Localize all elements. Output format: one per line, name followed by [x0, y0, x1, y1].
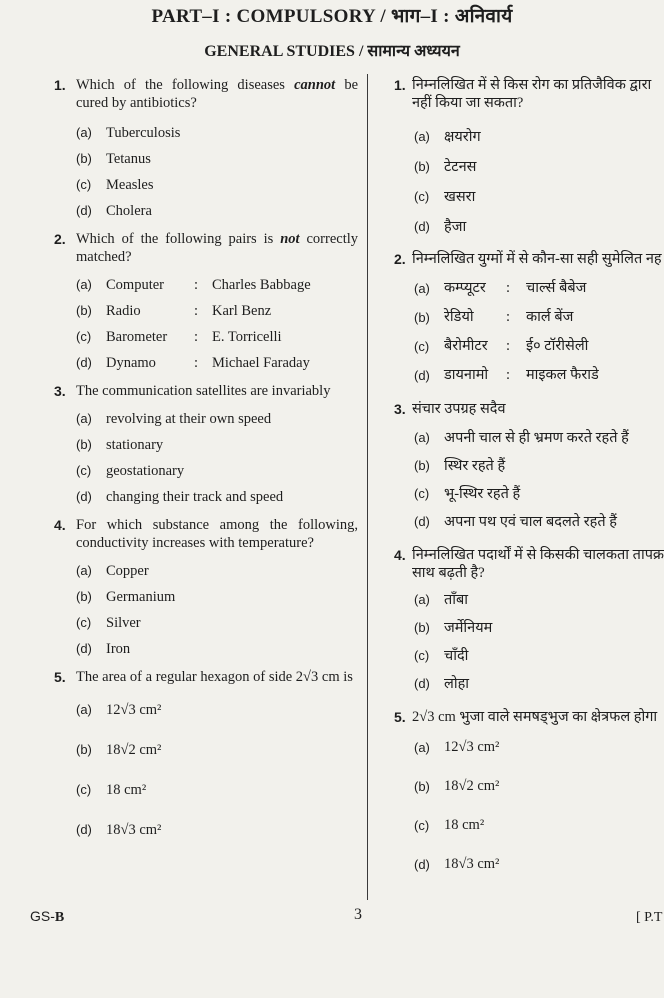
option-text: Dynamo	[106, 355, 156, 371]
option-letter: (a)	[76, 563, 92, 578]
option-value: ई० टॉरीसेली	[526, 338, 589, 354]
option-separator: :	[506, 367, 511, 383]
option-a[interactable]	[46, 406, 358, 432]
option-d[interactable]	[384, 212, 664, 242]
option-c[interactable]	[46, 458, 358, 484]
question-stem	[46, 382, 358, 400]
option-text: भू-स्थिर रहते हैं	[444, 486, 521, 502]
option-a[interactable]	[384, 274, 664, 303]
option-a[interactable]	[384, 728, 664, 767]
option-a[interactable]	[384, 424, 664, 452]
option-d[interactable]	[46, 198, 358, 224]
option-text: क्षयरोग	[444, 129, 481, 145]
option-text: अपनी चाल से ही भ्रमण करते रहते हैं	[444, 430, 629, 446]
question-1-hi	[384, 76, 664, 242]
option-letter: (d)	[76, 641, 92, 656]
option-text: stationary	[106, 437, 164, 453]
question-4-hi	[384, 546, 664, 698]
option-c[interactable]	[384, 182, 664, 212]
option-letter: (a)	[414, 430, 430, 445]
option-letter: (a)	[414, 281, 430, 296]
option-letter: (c)	[414, 818, 430, 833]
option-text: डायनामो	[444, 367, 489, 383]
question-number: 3.	[394, 401, 406, 417]
question-stem	[384, 250, 664, 268]
options-list	[46, 690, 358, 850]
option-letter: (d)	[76, 489, 92, 504]
stem-text: Which of the following diseases	[76, 77, 285, 93]
option-text: बैरोमीटर	[444, 338, 488, 354]
option-letter: (c)	[76, 329, 92, 344]
option-text: 18√3 cm²	[444, 856, 500, 872]
option-text: 12√3 cm²	[106, 702, 162, 718]
option-letter: (d)	[76, 203, 92, 218]
option-letter: (a)	[76, 411, 92, 426]
option-value: Karl Benz	[212, 303, 272, 319]
option-text: Tuberculosis	[106, 125, 181, 141]
option-c[interactable]	[46, 324, 358, 350]
option-text: 12√3 cm²	[444, 739, 500, 755]
option-separator: :	[194, 329, 199, 345]
question-stem	[46, 230, 358, 266]
option-d[interactable]	[384, 508, 664, 536]
series-code	[30, 908, 64, 926]
option-letter: (a)	[76, 702, 92, 717]
options-list	[384, 728, 664, 884]
question-number: 1.	[54, 77, 66, 93]
option-text: हैजा	[444, 219, 467, 235]
option-text: जर्मेनियम	[444, 620, 493, 636]
options-list	[46, 272, 358, 376]
option-separator: :	[194, 303, 199, 319]
option-b[interactable]	[384, 767, 664, 806]
option-text: Radio	[106, 303, 141, 319]
option-letter: (b)	[414, 159, 430, 174]
question-2-hi	[384, 250, 664, 390]
option-c[interactable]	[384, 642, 664, 670]
option-c[interactable]	[46, 610, 358, 636]
option-letter: (c)	[414, 339, 430, 354]
option-text: कम्प्यूटर	[444, 280, 486, 296]
option-d[interactable]	[46, 484, 358, 510]
option-b[interactable]	[384, 303, 664, 332]
option-text: ताँबा	[444, 592, 469, 608]
column-divider	[367, 74, 368, 900]
stem-line: नहीं किया जा सकता?	[412, 95, 524, 111]
option-a[interactable]	[46, 690, 358, 730]
option-letter: (c)	[76, 615, 92, 630]
option-text: changing their track and speed	[106, 489, 284, 505]
option-text: Iron	[106, 641, 131, 657]
option-b[interactable]	[46, 584, 358, 610]
option-text: चाँदी	[444, 648, 469, 664]
option-value: E. Torricelli	[212, 329, 282, 345]
option-letter: (b)	[414, 779, 430, 794]
part-title: PART–I : COMPULSORY / भाग–I : अनिवार्य	[151, 6, 513, 27]
stem-emphasis: not	[280, 231, 300, 247]
option-letter: (a)	[414, 129, 430, 144]
options-list	[46, 558, 358, 662]
continued-marker: [ P.T	[636, 910, 663, 925]
option-text: 18 cm²	[106, 782, 147, 798]
option-letter: (c)	[414, 648, 430, 663]
options-list	[384, 122, 664, 242]
option-letter: (d)	[414, 368, 430, 383]
stem-text: correctly matched?	[76, 231, 359, 265]
option-text: Copper	[106, 563, 149, 579]
question-3-hi	[384, 400, 664, 536]
stem-text: The communication satellites are invariably	[76, 383, 331, 399]
question-number: 4.	[394, 547, 406, 563]
page-number: 3	[354, 906, 362, 923]
option-a[interactable]	[384, 122, 664, 152]
option-letter: (c)	[76, 463, 92, 478]
option-c[interactable]	[384, 806, 664, 845]
question-5-en	[46, 668, 358, 850]
option-separator: :	[506, 309, 511, 325]
option-value: कार्ल बेंज	[526, 309, 574, 325]
option-b[interactable]	[46, 146, 358, 172]
question-5-hi	[384, 708, 664, 884]
question-stem	[384, 400, 664, 418]
option-letter: (b)	[76, 742, 92, 757]
options-list	[384, 424, 664, 536]
stem-text: be cured by antibiotics?	[76, 77, 359, 111]
option-text: टेटनस	[444, 159, 477, 175]
option-text: Cholera	[106, 203, 152, 219]
english-column	[46, 76, 358, 850]
stem-line: निम्नलिखित युग्मों में से कौन-सा सही सुमेलित नह	[412, 251, 662, 267]
option-d[interactable]	[384, 361, 664, 390]
option-letter: (b)	[414, 310, 430, 325]
options-list	[384, 274, 664, 390]
option-letter: (a)	[76, 277, 92, 292]
stem-text: Which of the following pairs is	[76, 231, 274, 247]
option-letter: (a)	[76, 125, 92, 140]
option-letter: (c)	[76, 177, 92, 192]
option-text: Measles	[106, 177, 154, 193]
stem-text: The area of a regular hexagon of side 2√3 cm is	[76, 669, 353, 685]
option-letter: (c)	[414, 486, 430, 501]
option-separator: :	[194, 277, 199, 293]
option-value: Michael Faraday	[212, 355, 310, 371]
series-prefix: GS-	[30, 908, 55, 924]
option-a[interactable]	[46, 558, 358, 584]
option-letter: (b)	[76, 303, 92, 318]
question-stem	[46, 76, 358, 112]
question-4-en	[46, 516, 358, 662]
question-2-en	[46, 230, 358, 376]
option-c[interactable]	[384, 332, 664, 361]
option-b[interactable]	[384, 152, 664, 182]
option-text: लोहा	[444, 676, 470, 692]
option-letter: (d)	[76, 355, 92, 370]
option-letter: (d)	[414, 857, 430, 872]
option-a[interactable]	[46, 272, 358, 298]
option-text: रेडियो	[444, 309, 474, 325]
option-letter: (a)	[414, 592, 430, 607]
question-number: 4.	[54, 517, 66, 533]
option-letter: (b)	[76, 589, 92, 604]
option-text: 18√2 cm²	[444, 778, 500, 794]
question-stem	[384, 76, 664, 112]
option-d[interactable]	[384, 670, 664, 698]
stem-emphasis: cannot	[294, 77, 336, 93]
question-stem	[384, 708, 664, 726]
option-text: खसरा	[444, 189, 476, 205]
option-a[interactable]	[46, 120, 358, 146]
question-number: 5.	[394, 709, 406, 725]
stem-line: निम्नलिखित में से किस रोग का प्रतिजैविक द्वारा	[412, 77, 652, 93]
question-1-en	[46, 76, 358, 224]
option-value: Charles Babbage	[212, 277, 311, 293]
series-letter: B	[54, 910, 65, 925]
option-b[interactable]	[384, 614, 664, 642]
question-stem	[46, 516, 358, 552]
option-letter: (d)	[414, 676, 430, 691]
option-d[interactable]	[46, 350, 358, 376]
option-separator: :	[506, 338, 511, 354]
option-text: 18 cm²	[444, 817, 485, 833]
question-number: 1.	[394, 77, 406, 93]
option-value: माइकल फैराडे	[526, 367, 599, 383]
option-text: revolving at their own speed	[106, 411, 272, 427]
question-3-en	[46, 382, 358, 510]
option-letter: (b)	[76, 437, 92, 452]
question-stem	[46, 668, 358, 686]
options-list	[46, 120, 358, 224]
question-number: 5.	[54, 669, 66, 685]
option-text: 18√3 cm²	[106, 822, 162, 838]
option-c[interactable]	[46, 770, 358, 810]
option-letter: (d)	[414, 219, 430, 234]
options-list	[46, 406, 358, 510]
option-text: Germanium	[106, 589, 176, 605]
option-b[interactable]	[46, 730, 358, 770]
option-letter: (b)	[414, 458, 430, 473]
stem-line: संचार उपग्रह सदैव	[412, 401, 506, 417]
option-letter: (d)	[414, 514, 430, 529]
option-text: Tetanus	[106, 151, 151, 167]
stem-line: निम्नलिखित पदार्थों में से किसकी चालकता तापक्र	[412, 547, 664, 563]
option-text: Silver	[106, 615, 141, 631]
option-text: Barometer	[106, 329, 168, 345]
option-value: चार्ल्स बैबेज	[526, 280, 587, 296]
question-number: 3.	[54, 383, 66, 399]
hindi-column	[384, 76, 664, 884]
stem-line: 2√3 cm भुजा वाले समषड्भुज का क्षेत्रफल होगा	[412, 709, 658, 725]
option-separator: :	[506, 280, 511, 296]
option-d[interactable]	[384, 845, 664, 884]
option-a[interactable]	[384, 586, 664, 614]
option-d[interactable]	[46, 810, 358, 850]
option-text: 18√2 cm²	[106, 742, 162, 758]
subject-title: GENERAL STUDIES / सामान्य अध्ययन	[204, 43, 460, 60]
option-b[interactable]	[46, 432, 358, 458]
option-text: स्थिर रहते हैं	[444, 458, 506, 474]
option-c[interactable]	[46, 172, 358, 198]
option-b[interactable]	[384, 452, 664, 480]
option-letter: (b)	[76, 151, 92, 166]
option-text: geostationary	[106, 463, 185, 479]
option-text: Computer	[106, 277, 164, 293]
question-stem	[384, 546, 664, 582]
stem-text: For which substance among the following, conductivity increases with temperature?	[76, 517, 358, 551]
options-list	[384, 586, 664, 698]
option-b[interactable]	[46, 298, 358, 324]
option-letter: (c)	[414, 189, 430, 204]
option-d[interactable]	[46, 636, 358, 662]
option-letter: (d)	[76, 822, 92, 837]
question-number: 2.	[54, 231, 66, 247]
option-letter: (a)	[414, 740, 430, 755]
option-text: अपना पथ एवं चाल बदलते रहते हैं	[444, 514, 617, 530]
question-number: 2.	[394, 251, 406, 267]
option-separator: :	[194, 355, 199, 371]
option-c[interactable]	[384, 480, 664, 508]
option-letter: (b)	[414, 620, 430, 635]
option-letter: (c)	[76, 782, 92, 797]
stem-line: साथ बढ़ती है?	[412, 565, 485, 581]
